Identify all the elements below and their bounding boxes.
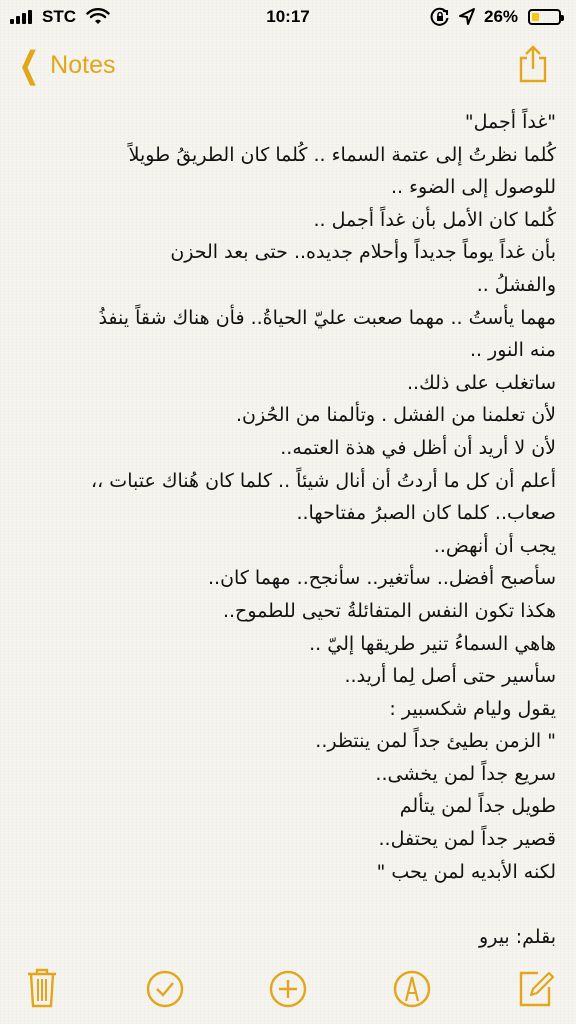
location-icon bbox=[458, 7, 476, 32]
note-line: هكذا تكون النفس المتفائلةُ تحيى للطموح.. bbox=[222, 599, 556, 622]
trash-icon[interactable] bbox=[24, 965, 60, 1013]
note-line: طويل جداً لمن يتألم bbox=[399, 795, 556, 818]
note-signature: بقلم: بيرو bbox=[479, 925, 556, 948]
back-button[interactable] bbox=[14, 44, 116, 85]
note-line: يقول وليام شكسبير : bbox=[389, 697, 556, 720]
note-line: لكنه الأبديه لمن يحب " bbox=[376, 860, 556, 883]
carrier-label: STC bbox=[42, 7, 76, 26]
note-line: هاهي السماءُ تنير طريقها إليّ .. bbox=[309, 632, 556, 655]
battery-percent: 26% bbox=[484, 7, 519, 26]
note-line: بأن غداً يوماً جديداً وأحلام جديده.. حتى بعد الحزن bbox=[170, 241, 556, 264]
note-line: مهما يأستُ .. مهما صعبت عليّ الحياةُ.. فأن هناك شقاً ينفذُ bbox=[98, 306, 556, 329]
back-label: Notes bbox=[50, 50, 116, 79]
note-line: منه النور .. bbox=[469, 339, 556, 362]
rotation-lock-icon bbox=[430, 7, 450, 32]
note-line: لأن تعلمنا من الفشل . وتألمنا من الحُزن. bbox=[235, 404, 556, 427]
add-icon[interactable] bbox=[268, 965, 308, 1013]
markup-icon[interactable] bbox=[392, 965, 432, 1013]
chevron-left-icon: ❮ bbox=[18, 44, 40, 85]
note-line: للوصول إلى الضوء .. bbox=[390, 176, 556, 199]
note-line: صعاب.. كلما كان الصبرُ مفتاحها.. bbox=[296, 502, 556, 525]
checklist-icon[interactable] bbox=[145, 965, 185, 1013]
compose-icon[interactable] bbox=[516, 965, 556, 1013]
note-line: يجب أن أنهض.. bbox=[433, 534, 556, 557]
battery-level bbox=[532, 13, 539, 21]
note-line: ساتغلب على ذلك.. bbox=[407, 371, 556, 394]
bottom-toolbar bbox=[0, 965, 576, 1015]
status-time: 10:17 bbox=[266, 7, 310, 26]
note-line: أعلم أن كل ما أردتُ أن أنال شيئاً .. كلما كان هُناك عتبات ،، bbox=[91, 469, 556, 492]
note-line: سريع جداً لمن يخشى.. bbox=[375, 762, 556, 785]
note-line: سأصبح أفضل.. سأتغير.. سأنجح.. مهما كان.. bbox=[208, 567, 556, 590]
note-line: كُلما كان الأمل بأن غداً أجمل .. bbox=[313, 208, 556, 231]
note-line: سأسير حتى أصل لِما أريد.. bbox=[344, 665, 556, 688]
note-line: "غداً أجمل" bbox=[464, 111, 556, 133]
note-line: والفشلُ .. bbox=[476, 273, 556, 296]
battery-icon bbox=[528, 9, 561, 25]
note-line: كُلما نظرتُ إلى عتمة السماء .. كُلما كان الطريقُ طويلاً bbox=[128, 143, 556, 166]
note-line: لأن لا أريد أن أظل في هذة العتمه.. bbox=[280, 436, 556, 459]
status-bar bbox=[0, 0, 576, 34]
note-body[interactable] bbox=[16, 106, 556, 953]
share-icon[interactable] bbox=[516, 44, 550, 88]
note-line: قصير جداً لمن يحتفل.. bbox=[378, 828, 556, 851]
note-line: " الزمن بطيئ جداً لمن ينتظر.. bbox=[315, 730, 556, 753]
